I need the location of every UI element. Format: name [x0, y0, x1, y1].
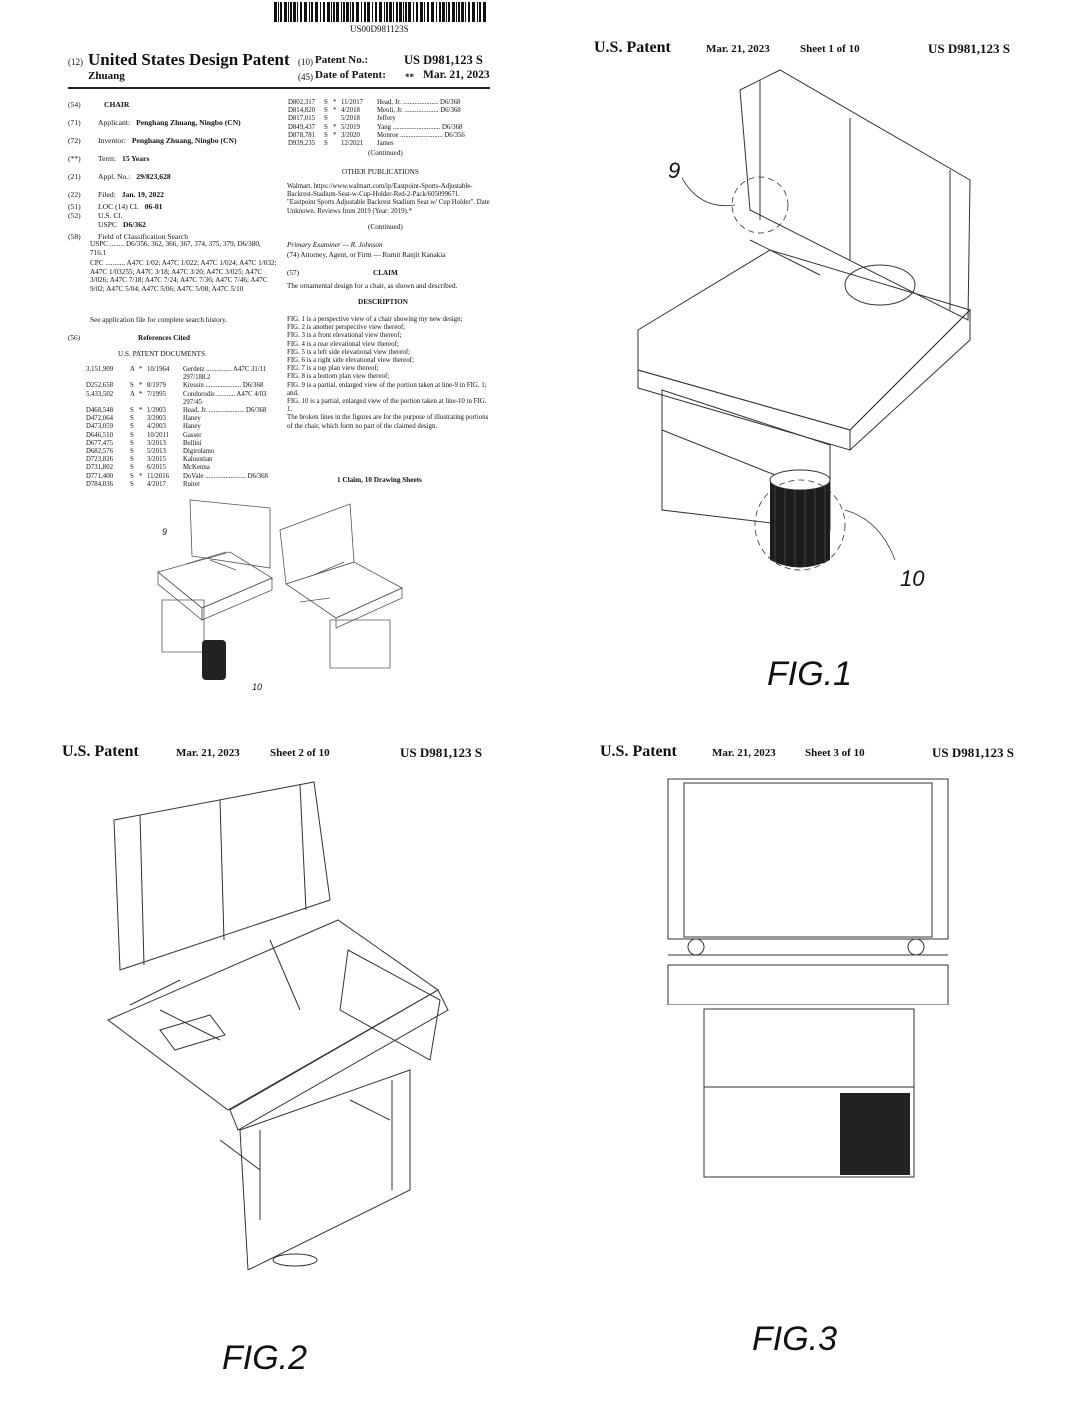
sheet-1-date: Mar. 21, 2023 [706, 43, 770, 55]
examiner: Primary Examiner — R. Johnson [287, 241, 383, 249]
uspc-search: USPC ........ D6/356, 362, 366, 367, 374, 375, 379, D6/380, 716.1 [90, 240, 261, 257]
field-label: U.S. Cl. [98, 211, 123, 220]
field-code: (58) [68, 232, 81, 241]
reference-star: * [333, 99, 337, 106]
sheet-3-us-patent: U.S. Patent [600, 743, 677, 760]
field-row [68, 190, 164, 199]
reference-date: 4/2003 [147, 423, 166, 431]
field-code: (72) [68, 136, 81, 145]
reference-row [86, 366, 286, 374]
description-line: FIG. 5 is a left side elevational view thereof; [287, 348, 411, 356]
reference-kind: S [324, 131, 328, 139]
thumb-chair-a-seat [158, 552, 272, 608]
fig-3-drawing [660, 775, 960, 1005]
reference-name: Kressin ..................... D6/368 [183, 382, 264, 390]
other-pubs-title: OTHER PUBLICATIONS [342, 168, 419, 176]
reference-no: D784,036 [86, 480, 113, 488]
reference-no: D878,781 [288, 131, 315, 139]
field-value: 06-01 [144, 202, 163, 211]
reference-no: 3,151,909 [86, 366, 114, 373]
field-value: Penghang Zhuang, Ningbo (CN) [136, 118, 241, 127]
reference-no: D771,400 [86, 472, 113, 480]
reference-date: 3/2015 [147, 456, 166, 464]
thumb-ref-9: 9 [162, 527, 168, 537]
description-line: FIG. 2 is another perspective view thereof; [287, 324, 406, 332]
field-code: (71) [68, 118, 81, 127]
thumb-cup-holder [202, 640, 226, 680]
reference-date: 4/2018 [341, 107, 360, 115]
field-value: CHAIR [104, 100, 130, 109]
reference-star [139, 481, 147, 489]
field-label: Inventor: [98, 136, 126, 145]
reference-star: * [139, 472, 143, 480]
header-rule [68, 87, 490, 89]
us-docs-continued [288, 99, 490, 148]
reference-name: Head, Jr. ..................... D6/368 [377, 99, 461, 106]
reference-date: 4/2017 [147, 480, 166, 488]
claim-text: The ornamental design for a chair, as shown and described. [287, 282, 458, 290]
desc-title: DESCRIPTION [358, 298, 408, 306]
thumb-chair-b-seat [286, 562, 402, 618]
fig3-cup-holder [840, 1093, 910, 1175]
reference-kind: S [324, 140, 328, 148]
description-line: FIG. 6 is a right side elevational view thereof; [287, 357, 414, 365]
reference-star [139, 440, 147, 448]
fig-1-label: FIG.1 [767, 655, 853, 693]
reference-star [333, 140, 341, 148]
field-value: Jan. 19, 2022 [121, 190, 164, 199]
reference-name: Digirolamo [183, 448, 215, 456]
field-row [68, 202, 162, 211]
field-code: (51) [68, 202, 81, 211]
field-row [68, 154, 149, 163]
reference-row [288, 140, 490, 148]
reference-date: 5/2013 [147, 448, 166, 456]
code-12: (12) [68, 57, 83, 67]
field-value: 29/823,628 [136, 172, 171, 181]
reference-row [86, 391, 286, 399]
thumb-chair-a-backrest [190, 500, 270, 568]
reference-date: 10/1964 [147, 366, 170, 373]
field-value: Penghang Zhuang, Ningbo (CN) [131, 136, 237, 145]
description-list [287, 316, 490, 431]
barcode-text: US00D981123S [350, 24, 409, 34]
field-label: Field of Classification Search [98, 232, 189, 241]
field-label: Term: [98, 154, 117, 163]
field-row [68, 118, 241, 127]
reference-name: Bellini [183, 439, 202, 447]
reference-name: Ruiter [183, 480, 200, 488]
reference-star: * [139, 390, 143, 398]
reference-no: D473,059 [86, 423, 113, 431]
reference-kind: S [130, 407, 134, 415]
field-value: D6/362 [123, 220, 146, 229]
refs-code: (56) [68, 334, 80, 342]
reference-name: Haney [183, 423, 201, 431]
reference-row [86, 399, 286, 407]
reference-name: 297/45 [183, 398, 202, 406]
sheet-2-us-patent: U.S. Patent [62, 743, 139, 760]
description-line: The broken lines in the figures are for the purpose of illustrating portions of the chair, which form no part of the claimed design. [287, 414, 489, 430]
date-label: Date of Patent: [315, 69, 386, 81]
reference-kind: S [324, 107, 328, 115]
reference-kind [130, 399, 139, 407]
reference-no: D814,820 [288, 107, 315, 115]
patent-no-label: Patent No.: [315, 54, 369, 66]
us-docs-list [86, 366, 286, 489]
field-code: (**) [68, 154, 81, 163]
refs-title: References Cited [138, 334, 190, 342]
fig3-seat [668, 965, 948, 1005]
reference-name: Jeffery [377, 115, 396, 123]
reference-kind: S [130, 472, 134, 480]
description-line: FIG. 7 is a top plan view thereof; [287, 365, 379, 373]
reference-kind: S [324, 123, 328, 131]
description-line: FIG. 3 is a front elevational view thereof; [287, 332, 402, 340]
reference-date: 1/2003 [147, 407, 166, 415]
reference-row [86, 464, 286, 472]
sheet-3-date: Mar. 21, 2023 [712, 747, 776, 759]
description-line: FIG. 1 is a perspective view of a chair showing my new design; [287, 316, 463, 323]
reference-name: DoVale ........................ D6/368 [183, 472, 268, 480]
reference-name: Gerdetz ............... A47C 31/11 [183, 366, 267, 373]
date-star: ** [405, 72, 414, 82]
reference-no: D468,548 [86, 407, 113, 415]
field-row [68, 100, 129, 109]
field-code: (22) [68, 190, 81, 199]
sheet-3-number: Sheet 3 of 10 [805, 747, 865, 759]
reference-date: 11/2017 [341, 99, 364, 106]
reference-row [86, 374, 286, 382]
field-code: (52) [68, 211, 81, 220]
reference-star [333, 115, 341, 123]
reference-name: Monroe ......................... D6/356 [377, 131, 465, 139]
reference-row [86, 473, 286, 481]
doc-type: United States Design Patent [88, 50, 290, 69]
field-label: Filed: [98, 190, 116, 199]
continued-1: (Continued) [368, 149, 403, 157]
fig-3-lower [690, 1005, 930, 1185]
reference-date: 8/1979 [147, 382, 166, 390]
reference-kind [130, 374, 139, 382]
fig2-lower-frame [240, 1070, 410, 1270]
fig-1-ref-10: 10 [900, 566, 925, 591]
reference-date: 3/2013 [147, 439, 166, 447]
barcode [272, 2, 492, 24]
inventor-surname: Zhuang [88, 70, 125, 82]
fig-2-label: FIG.2 [222, 1339, 308, 1377]
fig2-cup-base [273, 1254, 317, 1266]
sheet-1-number: Sheet 1 of 10 [800, 43, 860, 55]
thumb-chair-b-backrest [280, 504, 354, 584]
reference-star: * [139, 366, 143, 373]
code-10: (10) [298, 57, 313, 67]
reference-name: Head, Jr. ..................... D6/368 [183, 407, 267, 415]
reference-date: 11/2016 [147, 472, 170, 480]
reference-kind: A [130, 390, 135, 398]
reference-kind: S [130, 423, 134, 431]
sheet-2-patent-no: US D981,123 S [400, 745, 482, 760]
field-code [68, 220, 92, 229]
reference-row [86, 415, 286, 423]
description-line: FIG. 4 is a rear elevational view thereof; [287, 340, 399, 348]
reference-star [139, 464, 147, 472]
field-value: 15 Years [122, 154, 150, 163]
reference-kind: S [130, 480, 134, 488]
reference-no: D802,317 [288, 99, 315, 106]
reference-kind: S [130, 431, 134, 439]
reference-star [139, 415, 147, 423]
fig-1-drawing [600, 60, 1020, 620]
reference-no [86, 399, 130, 407]
reference-date: 3/2020 [341, 131, 360, 139]
reference-row [86, 423, 286, 431]
sheet-1-us-patent: U.S. Patent [594, 39, 671, 56]
claim-title: CLAIM [373, 269, 398, 277]
reference-row [86, 481, 286, 489]
sheet-3-patent-no: US D981,123 S [932, 745, 1014, 760]
field-row [68, 136, 237, 145]
fig-3-label: FIG.3 [752, 1320, 838, 1358]
field-label: LOC (14) Cl. [98, 202, 139, 211]
reference-row [86, 382, 286, 390]
reference-star: * [333, 131, 337, 139]
reference-kind: S [130, 415, 134, 423]
fig3-backrest [668, 779, 948, 939]
reference-no: D472,064 [86, 415, 113, 423]
reference-no: D252,658 [86, 382, 113, 390]
other-pubs: Walmart. https://www.walmart.com/ip/Eastpoint-Sports-Adjustable-Backrest-Stadium-Seat-w-Cup-Holder-Red-2-Pack/605099671. "Eastpoint Sports Adjustable Backrest Stadium Seat w/ Cup Holder". Date Unknown. Reviews from 2019 (Year: 2019).* [287, 183, 490, 215]
reference-no: D731,802 [86, 464, 113, 472]
reference-name: James [377, 140, 394, 148]
reference-star [139, 456, 147, 464]
field-row [68, 220, 146, 229]
reference-no: D939,235 [288, 140, 315, 148]
reference-row [86, 432, 286, 440]
reference-kind: S [324, 115, 328, 123]
fig-1-ref-9: 9 [668, 158, 681, 183]
front-page-thumbnail [140, 490, 440, 700]
reference-row [288, 124, 490, 132]
cpc-search: CPC ........... A47C 1/02; A47C 1/022; A47C 1/024; A47C 1/032; A47C 1/03255; A47C 3/18; A47C 3/20; A47C 3/025; A47C 3/026; A47C 7/18; A47C 7/24; A47C 7/36; A47C 7/46; A47C 9/02; A47C 5/04; A47C 5/06; A47C 5/08; A47C 5/10 [90, 259, 277, 293]
reference-name: McKenna [183, 464, 210, 472]
reference-no: D817,015 [288, 115, 315, 123]
field-label: Appl. No.: [98, 172, 131, 181]
claim-code: (57) [287, 269, 299, 277]
reference-no: 5,433,502 [86, 390, 114, 398]
reference-row [288, 115, 490, 123]
reference-no: D723,826 [86, 456, 113, 464]
see-file: See application file for complete search history. [90, 316, 228, 324]
reference-star [139, 448, 147, 456]
fig1-backrest [740, 70, 970, 320]
reference-no: D677,475 [86, 439, 113, 447]
sheet-2-date: Mar. 21, 2023 [176, 747, 240, 759]
reference-name: 297/188.2 [183, 374, 211, 382]
reference-date [147, 399, 183, 407]
reference-name: Kaloustian [183, 456, 213, 464]
description-line: FIG. 9 is a partial, enlarged view of the portion taken at line-9 in FIG. 1; and, [287, 381, 487, 397]
reference-star: * [333, 107, 337, 115]
reference-no: D646,510 [86, 431, 113, 439]
field-code: (54) [68, 100, 81, 109]
sheet-1-patent-no: US D981,123 S [928, 41, 1010, 56]
reference-name: Haney [183, 415, 201, 423]
patent-no: US D981,123 S [404, 53, 483, 67]
code-45: (45) [298, 72, 313, 82]
reference-kind: S [130, 382, 134, 390]
attorney: (74) Attorney, Agent, or Firm — Rumit Ranjit Kanakia [287, 251, 446, 259]
reference-row [288, 107, 490, 115]
field-row [68, 172, 171, 181]
reference-row [86, 448, 286, 456]
continued-2: (Continued) [368, 223, 403, 231]
reference-no: D682,576 [86, 448, 113, 456]
field-row [68, 211, 128, 220]
reference-name: Meoli, Jr. .................... D6/368 [377, 107, 461, 115]
reference-row [288, 132, 490, 140]
us-docs-title: U.S. PATENT DOCUMENTS [118, 350, 206, 358]
reference-date: 5/2019 [341, 123, 360, 131]
reference-star [139, 432, 147, 440]
reference-date: 10/2011 [147, 431, 170, 439]
reference-row [86, 440, 286, 448]
reference-kind: S [130, 439, 134, 447]
reference-star: * [139, 407, 143, 415]
reference-date: 6/2015 [147, 464, 166, 472]
reference-star [139, 374, 147, 382]
reference-date: 12/2021 [341, 140, 364, 148]
fig1-cup-holder [770, 470, 830, 568]
reference-star: * [333, 123, 337, 131]
reference-row [86, 407, 286, 415]
field-label: Applicant: [98, 118, 131, 127]
reference-no: D849,437 [288, 123, 315, 131]
reference-kind: S [324, 99, 328, 106]
fig2-seat [108, 920, 438, 1110]
reference-star [139, 399, 147, 407]
reference-row [288, 99, 490, 107]
reference-name: Gasser [183, 431, 202, 439]
sheet-2-number: Sheet 2 of 10 [270, 747, 330, 759]
reference-kind: S [130, 456, 134, 464]
thumb-ref-10: 10 [252, 682, 263, 692]
fig-2-drawing [100, 770, 460, 1270]
reference-star: * [139, 382, 143, 390]
description-line: FIG. 10 is a partial, enlarged view of the portion taken at line-10 in FIG. 1. [287, 398, 487, 414]
description-line: FIG. 8 is a bottom plan view thereof; [287, 373, 390, 381]
reference-date: 3/2003 [147, 415, 166, 423]
reference-row [86, 456, 286, 464]
reference-star [139, 423, 147, 431]
field-code: (21) [68, 172, 81, 181]
reference-date: 7/1995 [147, 390, 166, 398]
reference-date [147, 374, 183, 382]
date-of-patent: Mar. 21, 2023 [423, 69, 490, 81]
reference-kind: A [130, 366, 135, 373]
reference-name: Yang ............................ D6/368 [377, 123, 463, 131]
reference-date: 5/2018 [341, 115, 360, 123]
reference-name: Condorodis ........... A47C 4/03 [183, 390, 267, 398]
claims-sheets: 1 Claim, 10 Drawing Sheets [337, 476, 422, 484]
reference-kind: S [130, 448, 134, 456]
field-label: USPC [98, 220, 117, 229]
reference-kind: S [130, 464, 134, 472]
reference-no [86, 374, 130, 382]
